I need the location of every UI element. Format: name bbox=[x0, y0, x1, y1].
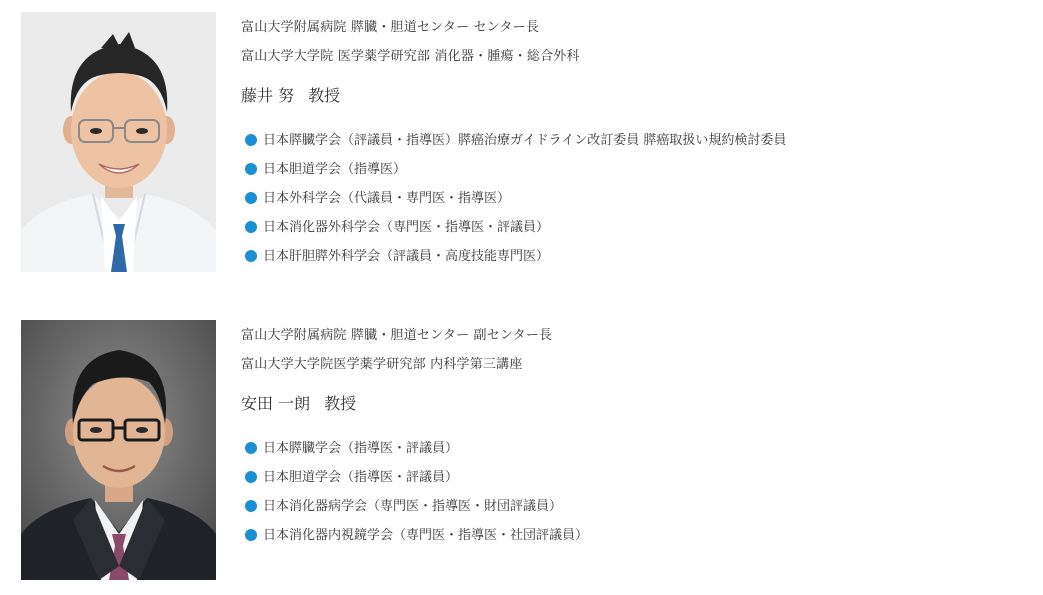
membership-item bbox=[241, 521, 1021, 550]
membership-text: 日本胆道学会（指導医） bbox=[263, 162, 407, 177]
affiliation-graduate-school: 富山大学大学院医学薬学研究部 内科学第三講座 bbox=[241, 357, 523, 372]
affiliation-hospital: 富山大学附属病院 膵臓・胆道センター 副センター長 bbox=[241, 328, 553, 343]
bullet-dot-icon bbox=[245, 134, 257, 146]
membership-text: 日本消化器病学会（専門医・指導医・財団評議員） bbox=[263, 499, 563, 514]
membership-text: 日本胆道学会（指導医・評議員） bbox=[263, 470, 459, 485]
bullet-dot-icon bbox=[245, 529, 257, 541]
membership-text: 日本肝胆膵外科学会（評議員・高度技能専門医） bbox=[263, 249, 550, 264]
membership-list bbox=[241, 126, 1021, 271]
name-text: 安田 一朗 bbox=[241, 394, 311, 413]
profile-photo-yasuda bbox=[21, 320, 216, 580]
bullet-dot-icon bbox=[245, 221, 257, 233]
bullet-dot-icon bbox=[245, 471, 257, 483]
name-text: 藤井 努 bbox=[241, 86, 295, 105]
membership-item bbox=[241, 155, 1021, 184]
academic-title: 教授 bbox=[324, 394, 357, 413]
affiliation-hospital: 富山大学附属病院 膵臓・胆道センター センター長 bbox=[241, 20, 540, 35]
membership-item bbox=[241, 492, 1021, 521]
doctor-name bbox=[241, 394, 1021, 414]
membership-item bbox=[241, 184, 1021, 213]
bullet-dot-icon bbox=[245, 163, 257, 175]
affiliation-graduate-school: 富山大学大学院 医学薬学研究部 消化器・腫瘍・総合外科 bbox=[241, 49, 580, 64]
membership-text: 日本膵臓学会（指導医・評議員） bbox=[263, 441, 459, 456]
membership-item bbox=[241, 242, 1021, 271]
academic-title: 教授 bbox=[308, 86, 341, 105]
membership-item bbox=[241, 434, 1021, 463]
bullet-dot-icon bbox=[245, 250, 257, 262]
membership-text: 日本外科学会（代議員・専門医・指導医） bbox=[263, 191, 511, 206]
profile-info-fujii bbox=[241, 12, 1021, 271]
doctor-name bbox=[241, 86, 1021, 106]
membership-item bbox=[241, 213, 1021, 242]
bullet-dot-icon bbox=[245, 192, 257, 204]
membership-text: 日本消化器外科学会（専門医・指導医・評議員） bbox=[263, 220, 550, 235]
profile-photo-fujii bbox=[21, 12, 216, 272]
membership-list bbox=[241, 434, 1021, 550]
profile-info-yasuda bbox=[241, 320, 1021, 550]
membership-text: 日本膵臓学会（評議員・指導医）膵癌治療ガイドライン改訂委員 膵癌取扱い規約検討委員 bbox=[263, 133, 787, 148]
bullet-dot-icon bbox=[245, 442, 257, 454]
membership-item bbox=[241, 126, 1021, 155]
bullet-dot-icon bbox=[245, 500, 257, 512]
membership-item bbox=[241, 463, 1021, 492]
membership-text: 日本消化器内視鏡学会（専門医・指導医・社団評議員） bbox=[263, 528, 589, 543]
